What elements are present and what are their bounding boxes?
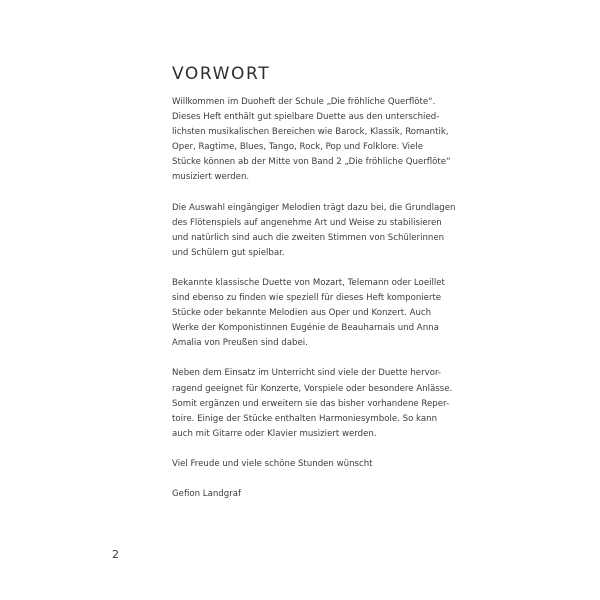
text-line: des Flötenspiels auf angenehme Art und Weise zu stabilisieren [172, 217, 442, 228]
text-line: und natürlich sind auch die zweiten Stimmen von Schülerinnen [172, 232, 445, 243]
page-title: VORWORT [172, 64, 271, 84]
paragraph-concert-use [172, 366, 462, 441]
text-line: lichsten musikalischen Bereichen wie Barock, Klassik, Romantik, [172, 127, 449, 138]
text-line: ragend geeignet für Konzerte, Vorspiele oder besondere Anlässe. [172, 383, 453, 394]
text-line: Viel Freude und viele schöne Stunden wünscht [172, 458, 373, 469]
text-line: Oper, Ragtime, Blues, Tango, Rock, Pop und Folklore. Viele [172, 142, 424, 153]
author-signature [172, 487, 462, 502]
text-line: Stücke können ab der Mitte von Band 2 „Die fröhliche Querflöte“ [172, 157, 451, 168]
text-line: Bekannte klassische Duette von Mozart, Telemann oder Loeillet [172, 277, 445, 288]
preface-body [172, 95, 462, 517]
text-line: Dieses Heft enthält gut spielbare Duette aus den unterschied- [172, 112, 440, 123]
paragraph-closing-wish [172, 457, 462, 472]
text-line: Die Auswahl eingängiger Melodien trägt dazu bei, die Grundlagen [172, 202, 456, 213]
text-line: toire. Einige der Stücke enthalten Harmoniesymbole. So kann [172, 413, 438, 424]
text-line: Werke der Komponistinnen Eugénie de Beauharnais und Anna [172, 323, 439, 334]
text-line: und Schülern gut spielbar. [172, 247, 285, 258]
page-number: 2 [112, 548, 119, 561]
paragraph-selection [172, 201, 462, 261]
text-line: sind ebenso zu finden wie speziell für dieses Heft komponierte [172, 293, 442, 304]
text-line: Willkommen im Duoheft der Schule „Die fröhliche Querflöte“. [172, 97, 436, 107]
text-line: musiziert werden. [172, 172, 250, 183]
text-line: Neben dem Einsatz im Unterricht sind viele der Duette hervor- [172, 368, 442, 379]
text-line: Stücke oder bekannte Melodien aus Oper und Konzert. Auch [172, 308, 432, 319]
author-name: Gefion Landgraf [172, 488, 242, 499]
text-line: auch mit Gitarre oder Klavier musiziert werden. [172, 428, 377, 439]
text-line: Amalia von Preußen sind dabei. [172, 338, 308, 349]
paragraph-classical-duets [172, 276, 462, 351]
paragraph-welcome [172, 95, 462, 186]
text-line: Somit ergänzen und erweitern sie das bisher vorhandene Reper- [172, 398, 450, 409]
